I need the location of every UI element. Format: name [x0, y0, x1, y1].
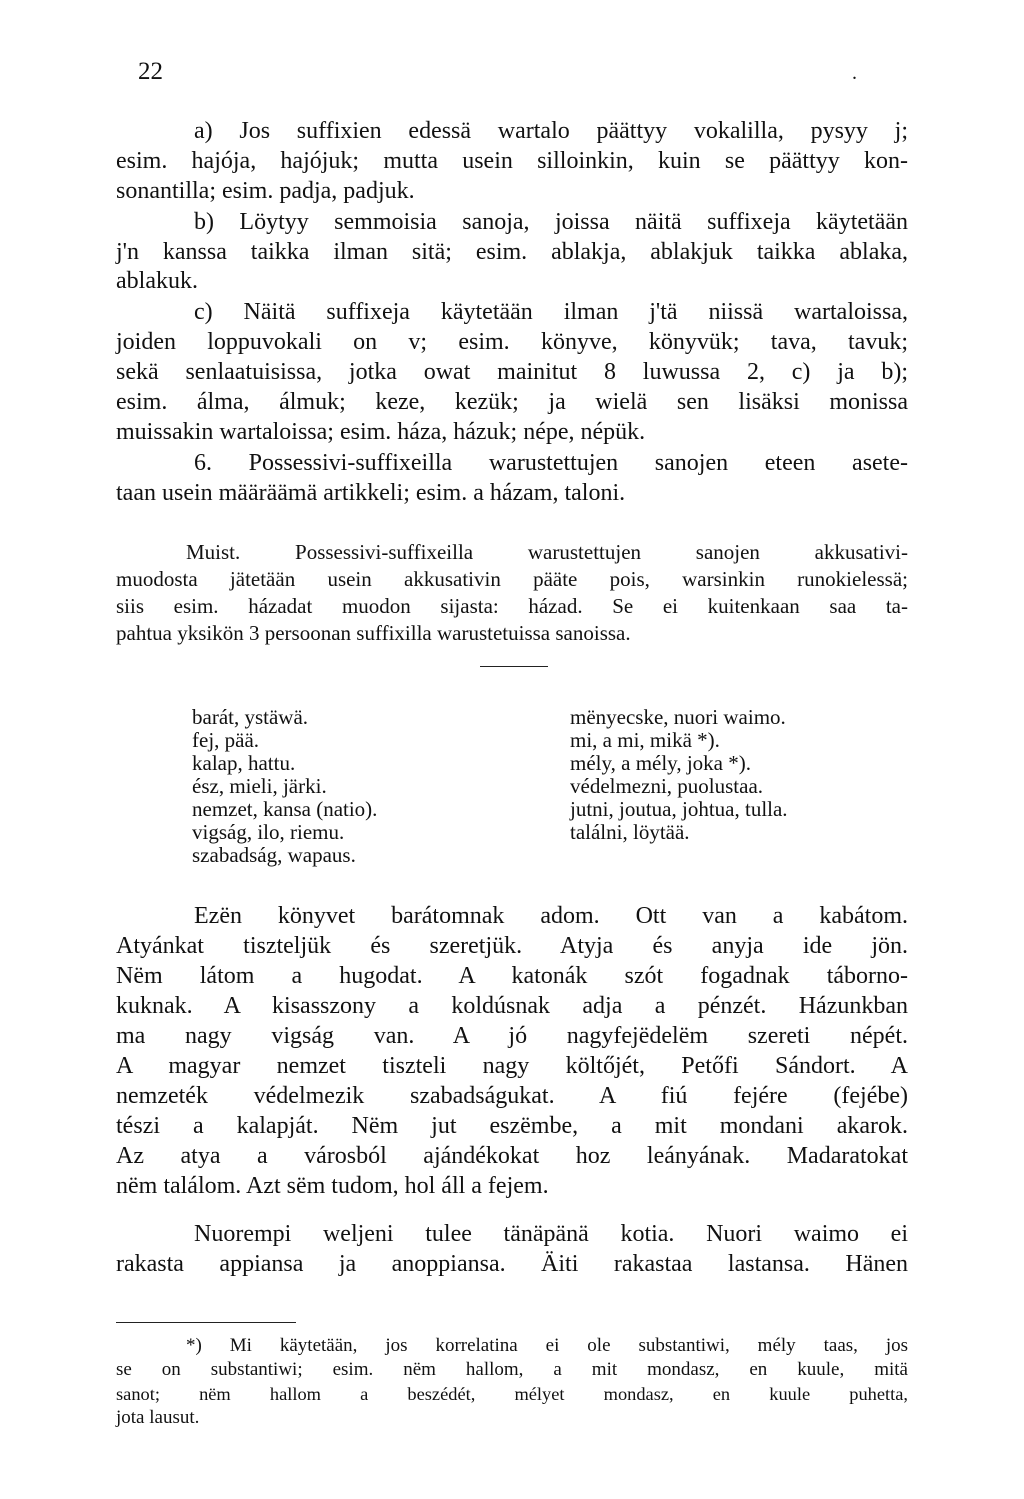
text-line: Atyánkat tiszteljük és szeretjük. Atyja és anyja ide jön. — [116, 933, 908, 959]
vocab-right-column — [570, 706, 788, 844]
vocab-item: jutni, joutua, johtua, tulla. — [570, 797, 788, 821]
text-line: rakasta appiansa ja anoppiansa. Äiti rakastaa lastansa. Hänen — [116, 1251, 908, 1277]
vocab-item: fej, pää. — [192, 728, 260, 752]
vocab-item: nemzet, kansa (natio). — [192, 797, 378, 821]
vocab-item: találni, löytää. — [570, 820, 690, 844]
text-line: tészi a kalapját. Nëm jut eszëmbe, a mit mondani akarok. — [116, 1113, 908, 1139]
text-line: taan usein määräämä artikkeli; esim. a házam, taloni. — [116, 480, 626, 506]
text-line: pahtua yksikön 3 persoonan suffixilla warustetuissa sanoissa. — [116, 621, 631, 645]
footnote-line: se on substantiwi; esim. nëm hallom, a mit mondasz, en kuule, mitä — [116, 1359, 908, 1380]
text-line: Az atya a városból ajándékokat hoz leányának. Madaratokat — [116, 1143, 908, 1169]
footnote-divider — [116, 1322, 296, 1323]
section-divider — [480, 666, 548, 667]
vocab-item: mi, a mi, mikä *). — [570, 728, 720, 752]
text-line: siis esim. házadat muodon sijasta: házad. Se ei kuitenkaan saa ta- — [116, 594, 908, 618]
vocab-item: szabadság, wapaus. — [192, 843, 356, 867]
stray-dot: . — [852, 62, 857, 84]
text-line: kuknak. A kisasszony a koldúsnak adja a pénzét. Házunkban — [116, 993, 908, 1019]
footnote-line: sanot; nëm hallom a beszédét, mélyet mondasz, en kuule puhetta, — [116, 1384, 908, 1404]
vocab-item: mënyecske, nuori waimo. — [570, 705, 786, 729]
vocab-item: védelmezni, puolustaa. — [570, 774, 764, 798]
vocab-item: ész, mieli, järki. — [192, 774, 327, 798]
text-line: Nëm látom a hugodat. A katonák szót fogadnak táborno- — [116, 963, 908, 989]
text-line: j'n kanssa taikka ilman sitä; esim. ablakja, ablakjuk taikka ablaka, — [116, 239, 908, 265]
page-number: 22 — [138, 58, 163, 85]
text-line: ma nagy vigság van. A jó nagyfejëdelëm szereti népét. — [116, 1023, 908, 1049]
vocab-left-column — [192, 706, 377, 867]
text-line: Nuorempi weljeni tulee tänäpänä kotia. Nuori waimo ei — [194, 1221, 908, 1247]
text-line: A magyar nemzet tiszteli nagy költőjét, Petőfi Sándort. A — [116, 1053, 908, 1079]
text-line: muodosta jätetään usein akkusativin pääte pois, warsinkin runokielessä; — [116, 567, 908, 591]
text-line: a) Jos suffixien edessä wartalo päättyy vokalilla, pysyy j; — [194, 118, 908, 144]
text-line: esim. hajója, hajójuk; mutta usein silloinkin, kuin se päättyy kon- — [116, 148, 908, 174]
vocab-item: barát, ystäwä. — [192, 705, 309, 729]
footnote-line: jota lausut. — [116, 1407, 200, 1428]
text-line: sonantilla; esim. padja, padjuk. — [116, 178, 415, 204]
text-line: nëm találom. Azt sëm tudom, hol áll a fejem. — [116, 1173, 549, 1199]
vocab-item: kalap, hattu. — [192, 751, 296, 775]
text-line: Muist. Possessivi-suffixeilla warustettujen sanojen akkusativi- — [186, 540, 908, 564]
footnote-line: *) Mi käytetään, jos korrelatina ei ole substantiwi, mély taas, jos — [186, 1335, 908, 1356]
vocab-item: mély, a mély, joka *). — [570, 751, 751, 775]
text-line: nemzeték védelmezik szabadságukat. A fiú fejére (fejébe) — [116, 1083, 908, 1109]
text-line: b) Löytyy semmoisia sanoja, joissa näitä suffixeja käytetään — [194, 209, 908, 235]
text-line: joiden loppuvokali on v; esim. könyve, könyvük; tava, tavuk; — [116, 329, 908, 355]
text-line: 6. Possessivi-suffixeilla warustettujen sanojen eteen asete- — [194, 450, 908, 476]
text-line: muissakin wartaloissa; esim. háza, házuk; népe, népük. — [116, 419, 646, 445]
text-line: sekä senlaatuisissa, jotka owat mainitut 8 luwussa 2, c) ja b); — [116, 359, 908, 385]
text-line: c) Näitä suffixeja käytetään ilman j'tä niissä wartaloissa, — [194, 299, 908, 325]
vocab-item: vigság, ilo, riemu. — [192, 820, 345, 844]
text-line: ablakuk. — [116, 268, 198, 294]
text-line: Ezën könyvet barátomnak adom. Ott van a kabátom. — [194, 903, 908, 929]
text-line: esim. álma, álmuk; keze, kezük; ja wielä sen lisäksi monissa — [116, 389, 908, 415]
